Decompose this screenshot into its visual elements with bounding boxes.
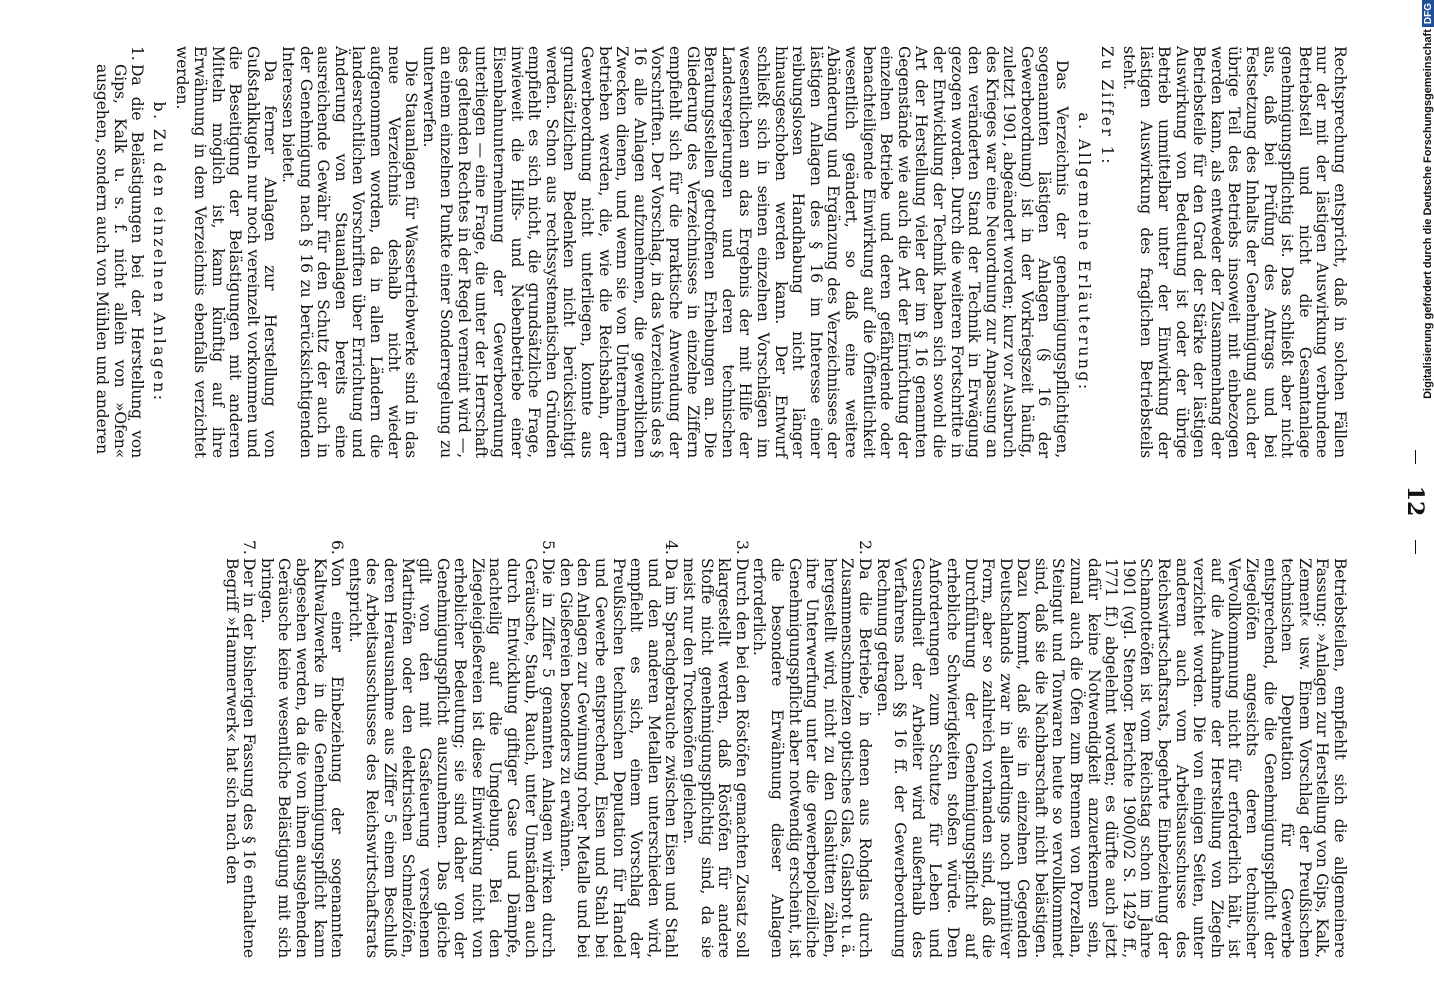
digitization-credit — [1418, 0, 1434, 1000]
item-number: 5. — [539, 540, 558, 555]
item-text: Durch den bei den Röstöfen gemachten Zusatz soll klargestellt werden, daß Röstöfen für andere Stoffe nicht genehmigungspflichtig sind, da sie meist nur den Trockenöfen gleichen. — [680, 558, 751, 958]
heading-einzelne-anlagen: b. Zu den einzelnen Anlagen: — [149, 101, 168, 403]
credit-line — [1420, 0, 1434, 1000]
item-text: Da im Sprachgebrauche zwischen Eisen und Stahl und den anderen Metallen unterschieden wird, empfiehlt es sich, einem Vorschlag der Preußischen technischen Deputation für Handel und Gewerbe entsprechend, Eisen und Stahl bei den Anlagen zur Gewinnung roher Metalle und bei den Gießereien besonders zu erwähnen. — [556, 558, 681, 958]
list-item — [556, 540, 679, 958]
list-item — [222, 540, 257, 958]
page-number: 12 — [1402, 485, 1428, 517]
right-column — [222, 540, 1348, 958]
paragraph-verzeichnis: Das Verzeichnis der genehmigungspflichtigen, sogenannten lästigen Anlagen (§ 16 der Gewerbeordnung) ist in der Vorkriegszeit häufig, zuletzt 1901, abgeändert worden; kurz vor Ausbruch des Krieges war eine Neuordnung zur Anpassung an den veränderten Stand der Technik in Erwägung gezogen worden. Durch die weiteren Fortschritte in der Entwicklung der Technik haben sich sowohl die Art der Herstellung vieler der im § 16 genannten Gegenstände wie auch die Art der Einrichtung der einzelnen Betriebe und deren gefährdende oder benachteiligende Einwirkung auf die Öffentlichkeit wesentlich geändert, so daß eine weitere Abänderung und Ergänzung des Verzeichnisses der lästigen Anlagen des § 16 im Interesse einer reibungslosen Handhabung nicht länger hinausgeschoben werden kann. Der Entwurf schließt sich in seinen einzelnen Vorschlägen im wesentlichen an das Ergebnis der mit Hilfe der Landesregierungen und deren technischen Beratungsstellen getroffenen Erhebungen an. Die Gliederung des Verzeichnisses in einzelne Ziffern empfiehlt sich für die praktische Anwendung der Vorschriften. Der Vorschlag, in das Verzeichnis des § 16 alle Anlagen aufzunehmen, die gewerblichen Zwecken dienen, und wenn sie von Unternehmern betrieben werden, die, wie die Reichsbahn, der Gewerbeordnung nicht unterliegen, konnte aus grundsätzlichen Bedenken nicht berücksichtigt werden. Schon aus rechtssystematischen Gründen empfiehlt es sich nicht, die grundsätzliche Frage, inwieweit die Hilfs- und Nebenbetriebe einer Eisenbahnunternehmung der Gewerbeordnung unterliegen — eine Frage, die unter der Herrschaft des geltenden Rechtes in der Regel verneint wird —, an einem einzelnen Punkte einer Sonderregelung zu unterwerfen. — [419, 46, 1072, 458]
item-number: 6. — [328, 540, 347, 555]
item-number: 3. — [732, 540, 751, 555]
credit-text: Digitalisierung gefördert durch die Deutsche Forschungsgemeinschaft — [1422, 29, 1434, 399]
heading-ziffer-1: Zu Ziffer 1: — [1098, 46, 1117, 167]
item-number: 1. — [128, 46, 147, 61]
dfg-logo: DFG — [1422, 0, 1434, 27]
list-item — [92, 46, 145, 458]
item-number: 2. — [855, 540, 874, 555]
heading-allgemeine-erlaeuterung: a. Allgemeine Erläuterung: — [1074, 112, 1093, 392]
header-dash-right — [1415, 540, 1416, 554]
continuation-paragraph: Betriebsteilen, empfiehlt sich die allgemeinere Fassung: »Anlagen zur Herstellung von Gips, Kalk, Zement« usw. Einem Vorschlag der Preußischen technischen Deputation für Gewerbe entsprechend, die die Genehmigungspflicht der Ziegelöfen angesichts deren technischer Vervollkommnung nicht für erforderlich hält, ist auf die Aufnahme der Herstellung von Ziegeln verzichtet worden. Die von einigen Seiten, unter anderem auch vom Arbeitsausschusse des Reichswirtschaftsrats, begehrte Einbeziehung der Schamotteöfen ist vom Reichstag schon im Jahre 1901 (vgl. Stenogr. Berichte 1900/02 S. 1429 ff., 1771 ff.) abgelehnt worden; es dürfte auch jetzt dafür keine Notwendigkeit anzuerkennen sein, zumal auch die Öfen zum Brennen von Porzellan, Steingut und Tonwaren heute so vervollkommnet sind, daß sie die Nachbarschaft nicht belästigen. Dazu kommt, daß sie in einzelnen Gegenden Deutschlands zwar in allerdings noch primitiver Form, aber so zahlreich vorhanden sind, daß die Durchführung der Genehmigungspflicht auf erhebliche Schwierigkeiten stoßen würde. Den Anforderungen zum Schutze für Leben und Gesundheit der Arbeiter wird außerhalb des Verfahrens nach §§ 16 ff. der Gewerbeordnung Rechnung getragen. — [873, 558, 1349, 958]
item-text: Von einer Einbeziehung der sogenannten Kaltwalzwerke in die Genehmigungspflicht kann abgesehen werden, da die von ihnen ausgehenden Geräusche keine wesentliche Belästigung mit sich bringen. — [257, 558, 347, 958]
item-number: 7. — [240, 540, 259, 555]
paragraph-stauanlagen: Die Stauanlagen für Wassertriebwerke sind in das neue Verzeichnis deshalb nicht wieder aufgenommen worden, da in allen Ländern die landesrechtlichen Vorschriften über Errichtung und Änderung von Stauanlagen bereits eine ausreichende Gewähr für den Schutz der auch in der Genehmigung nach § 16 zu berücksichtigenden Interessen bietet. — [278, 46, 421, 458]
list-item — [679, 540, 749, 958]
list-item — [345, 540, 556, 958]
item-text: Da die Belästigungen bei der Herstellung von Gips, Kalk u. s. f. nicht allein von »Öfen« ausgehen, sondern auch von Mühlen und anderen — [93, 64, 147, 458]
list-item — [750, 540, 873, 958]
item-number: 4. — [662, 540, 681, 555]
intro-paragraph: Rechtsprechung entspricht, daß in solchen Fällen nur der mit der lästigen Auswirkung verbundene Betriebsteil und nicht die Gesamtanlage genehmigungspflichtig ist. Das schließt aber nicht aus, daß bei Prüfung des Antrags und bei Festsetzung des Inhalts der Genehmigung auch der übrige Teil des Betriebs insoweit mit einbezogen werden kann, als entweder der Zusammenhang der Betriebsteile für den Grad der Stärke der lästigen Auswirkung von Bedeutung ist oder der übrige Betrieb unmittelbar unter der Einwirkung der lästigen Auswirkung des fraglichen Betriebsteils steht. — [1119, 46, 1349, 458]
header-dash-left — [1415, 450, 1416, 464]
paragraph-gussstahlkugeln: Da ferner Anlagen zur Herstellung von Gußstahlkugeln nur noch vereinzelt vorkommen und die Beseitigung der Belästigungen mit anderen Mitteln möglich ist, kann künftig auf ihre Erwähnung in dem Verzeichnis ebenfalls verzichtet werden. — [173, 46, 280, 458]
item-text: Die in Ziffer 5 genannten Anlagen wirken durch Geräusche, Staub, Rauch, unter Umständen auch durch Entwicklung giftiger Gase und Dämpfe, nachteilig auf die Umgebung. Bei den Ziegeleigießereien ist diese Einwirkung nicht von erheblicher Bedeutung; sie sind daher von der Genehmigungspflicht auszunehmen. Das gleiche gilt von den mit Gasfeuerung versehenen Martinöfen oder den elektrischen Schmelzöfen, deren Herausnahme aus Ziffer 5 einem Beschluß des Arbeitsausschusses des Reichswirtschaftsrats entspricht. — [345, 558, 558, 958]
item-text: Da die Betriebe, in denen aus Rohglas durch Zusammenschmelzen optisches Glas, Glasbrot u. ä. hergestellt wird, nicht zu den Glashütten zählen, ihre Unterwerfung unter die gewerbepolizeiliche Genehmigungspflicht aber notwendig erscheint, ist die besondere Erwähnung dieser Anlagen erforderlich. — [750, 558, 874, 958]
list-item — [257, 540, 345, 958]
left-column — [92, 46, 1348, 458]
item-text: Der in der bisherigen Fassung des § 16 enthaltene Begriff »Hammerwerk« hat sich nach den — [222, 558, 259, 958]
